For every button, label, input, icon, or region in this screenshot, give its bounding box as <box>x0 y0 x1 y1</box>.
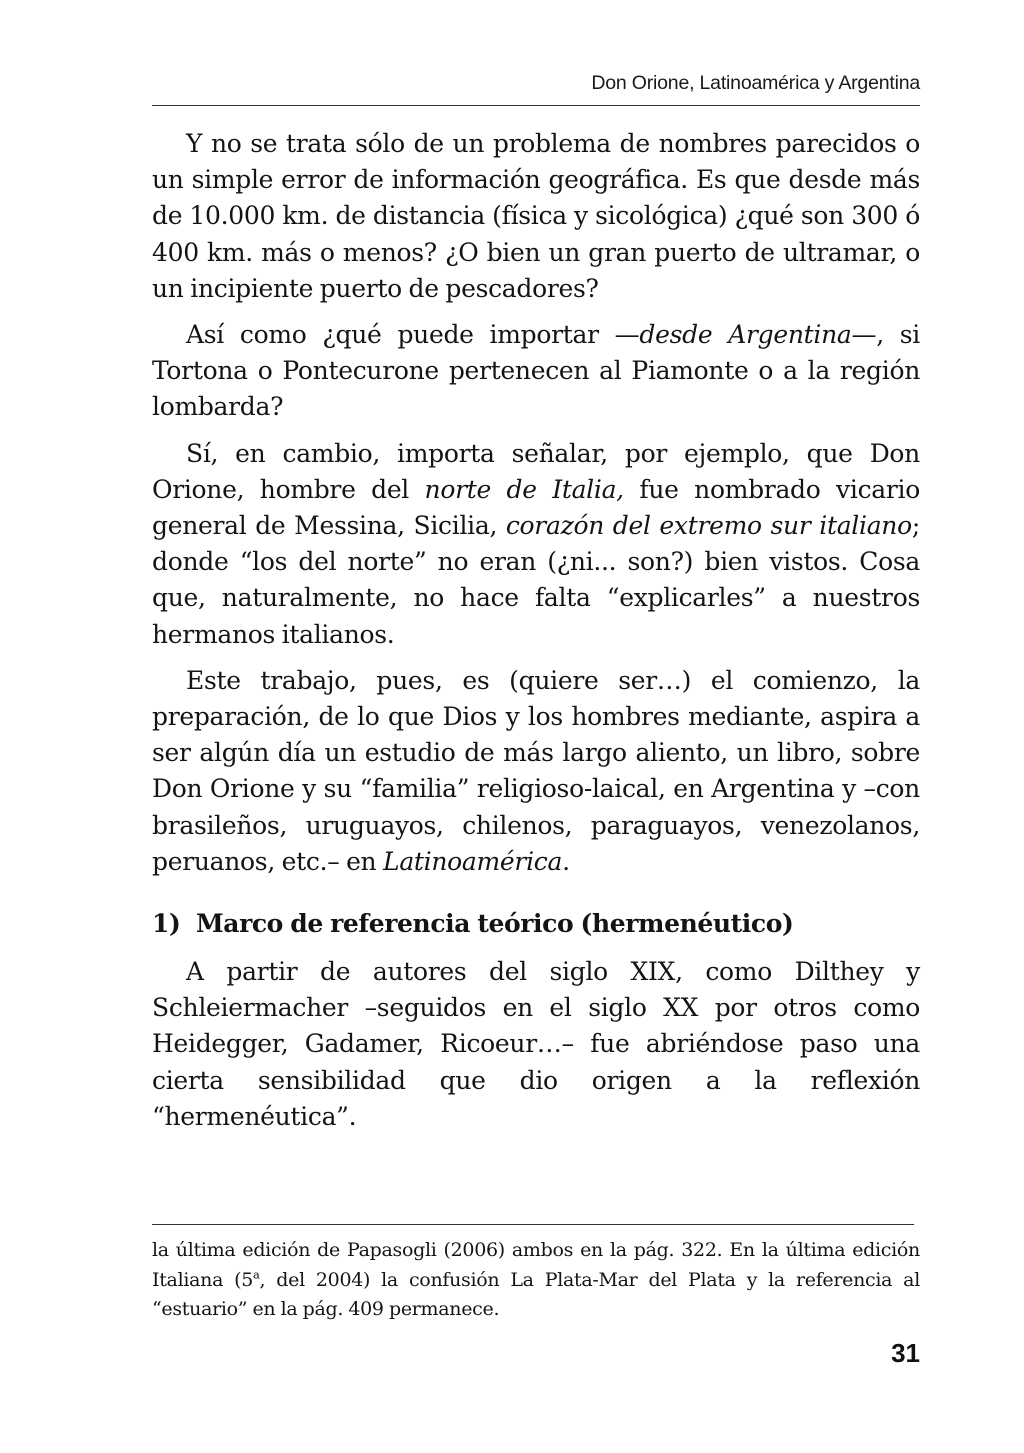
paragraph-2-text-before: Así como ¿qué puede importar — <box>186 320 640 350</box>
paragraph-3-text-2: fue nombrado vicario general de Messina, Sicilia, <box>152 474 920 541</box>
running-header: Don Orione, Latinoamérica y Argentina <box>591 72 920 94</box>
section-number: 1) <box>152 909 181 939</box>
footnote-text-after: , del 2004) la confusión La Plata-Mar del Plata y la referencia al “estuario” en la pág. 409 permanece. <box>152 1268 920 1320</box>
paragraph-1-text: Y no se trata sólo de un problema de nombres parecidos o un simple error de información geográfica. Es que desde más de 10.000 km. de distancia (física y sicológica) ¿qué son 300 ó 400 km. más o menos? ¿O bien un gran puerto de ultramar, o un incipiente puerto de pescadores? <box>152 129 920 303</box>
paragraph-4-text: Este trabajo, pues, es (quiere ser…) el comienzo, la preparación, de lo que Dios y los hombres mediante, aspira a ser algún día un estudio de más largo aliento, un libro, sobre Don Orione y su “familia” religioso-laical, en Argentina y –con brasileños, uruguayos, chilenos, paraguayos, venezolanos, peruanos, etc.– en <box>152 665 920 876</box>
paragraph-4-italic: Latinoamérica <box>383 846 563 876</box>
section-heading <box>152 906 920 942</box>
paragraph-5 <box>152 954 920 1135</box>
footnote <box>152 1236 920 1325</box>
footnote-rule <box>152 1224 914 1225</box>
footnote-text-before: la última edición de Papasogli (2006) ambos en la pág. 322. En la última edición Italiana (5 <box>152 1239 920 1291</box>
page-number: 31 <box>891 1338 920 1368</box>
header-rule <box>152 105 920 106</box>
paragraph-1 <box>152 126 920 307</box>
paragraph-3-text-1: Sí, en cambio, importa señalar, por ejemplo, que Don Orione, hombre del <box>152 438 920 504</box>
paragraph-4-end: . <box>562 846 570 876</box>
paragraph-2 <box>152 317 920 426</box>
paragraph-3 <box>152 436 920 653</box>
paragraph-2-text-after: —, si Tortona o Pontecurone pertenecen al Piamonte o a la región lombarda? <box>152 320 920 422</box>
paragraph-4 <box>152 663 920 880</box>
section-title: Marco de referencia teórico (hermenéutico) <box>196 909 794 939</box>
paragraph-3-italic-2: corazón del extremo sur italiano <box>505 511 912 541</box>
paragraph-5-text: A partir de autores del siglo XIX, como Dilthey y Schleiermacher –seguidos en el siglo XX por otros como Heidegger, Gadamer, Ricoeur…– fue abriéndose paso una cierta sensibilidad que dio origen a la reflexión “hermenéutica”. <box>152 957 920 1131</box>
footnote-superscript: a <box>253 1267 260 1282</box>
paragraph-2-italic: desde Argentina <box>639 320 852 350</box>
paragraph-3-text-3: ; donde “los del norte” no eran (¿ni... son?) bien vistos. Cosa que, naturalmente, no hace falta “explicarles” a nuestros hermanos italianos. <box>152 511 920 649</box>
paragraph-3-italic-1: norte de Italia, <box>424 474 624 504</box>
main-text <box>152 126 920 1135</box>
